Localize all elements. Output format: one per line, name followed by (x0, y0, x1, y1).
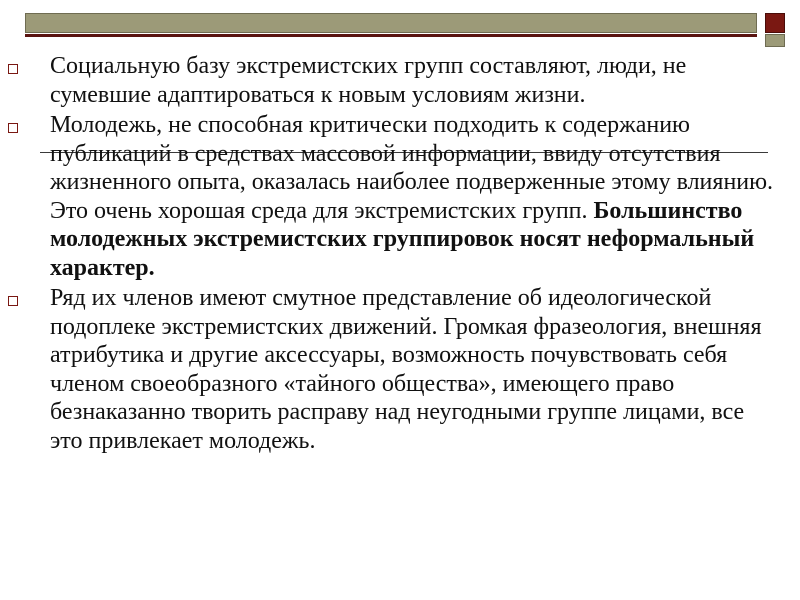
bullet-list (0, 52, 800, 455)
hollow-square-icon (8, 296, 18, 306)
bullet-item (0, 52, 800, 109)
header-band (25, 13, 757, 33)
bullet-text: Ряд их членов имеют смутное представление об идеологической подоплеке экстремистских движений. Громкая фразеология, внешняя атрибутика и другие аксессуары, возможность почувствовать себя членом своеобразного «тайного общества», имеющего право безнаказанно творить расправу над неугодными группе лицами, все это привлекает молодежь. (50, 285, 762, 454)
bullet-text (50, 111, 780, 282)
hollow-square-icon (8, 123, 18, 133)
header-rule (25, 34, 757, 37)
bullet-item (0, 284, 800, 455)
bullet-text-bold: Большинство молодежных экстремистских группировок носят неформальный характер. (50, 197, 755, 281)
hollow-square-icon (8, 64, 18, 74)
bullet-text: Социальную базу экстремистских групп составляют, люди, не сумевшие адаптироваться к новым условиям жизни. (50, 53, 687, 108)
corner-square-olive (765, 34, 785, 47)
bullet-item (0, 111, 800, 282)
corner-square-red (765, 13, 785, 33)
bullet-text-regular: Молодежь, не способная критически подходить к содержанию публикаций в средствах массовой информации, ввиду отсутствия жизненного опыта, оказалась наиболее подверженные этому влиянию. Это очень хорошая среда для экстремистских групп. (50, 112, 774, 224)
